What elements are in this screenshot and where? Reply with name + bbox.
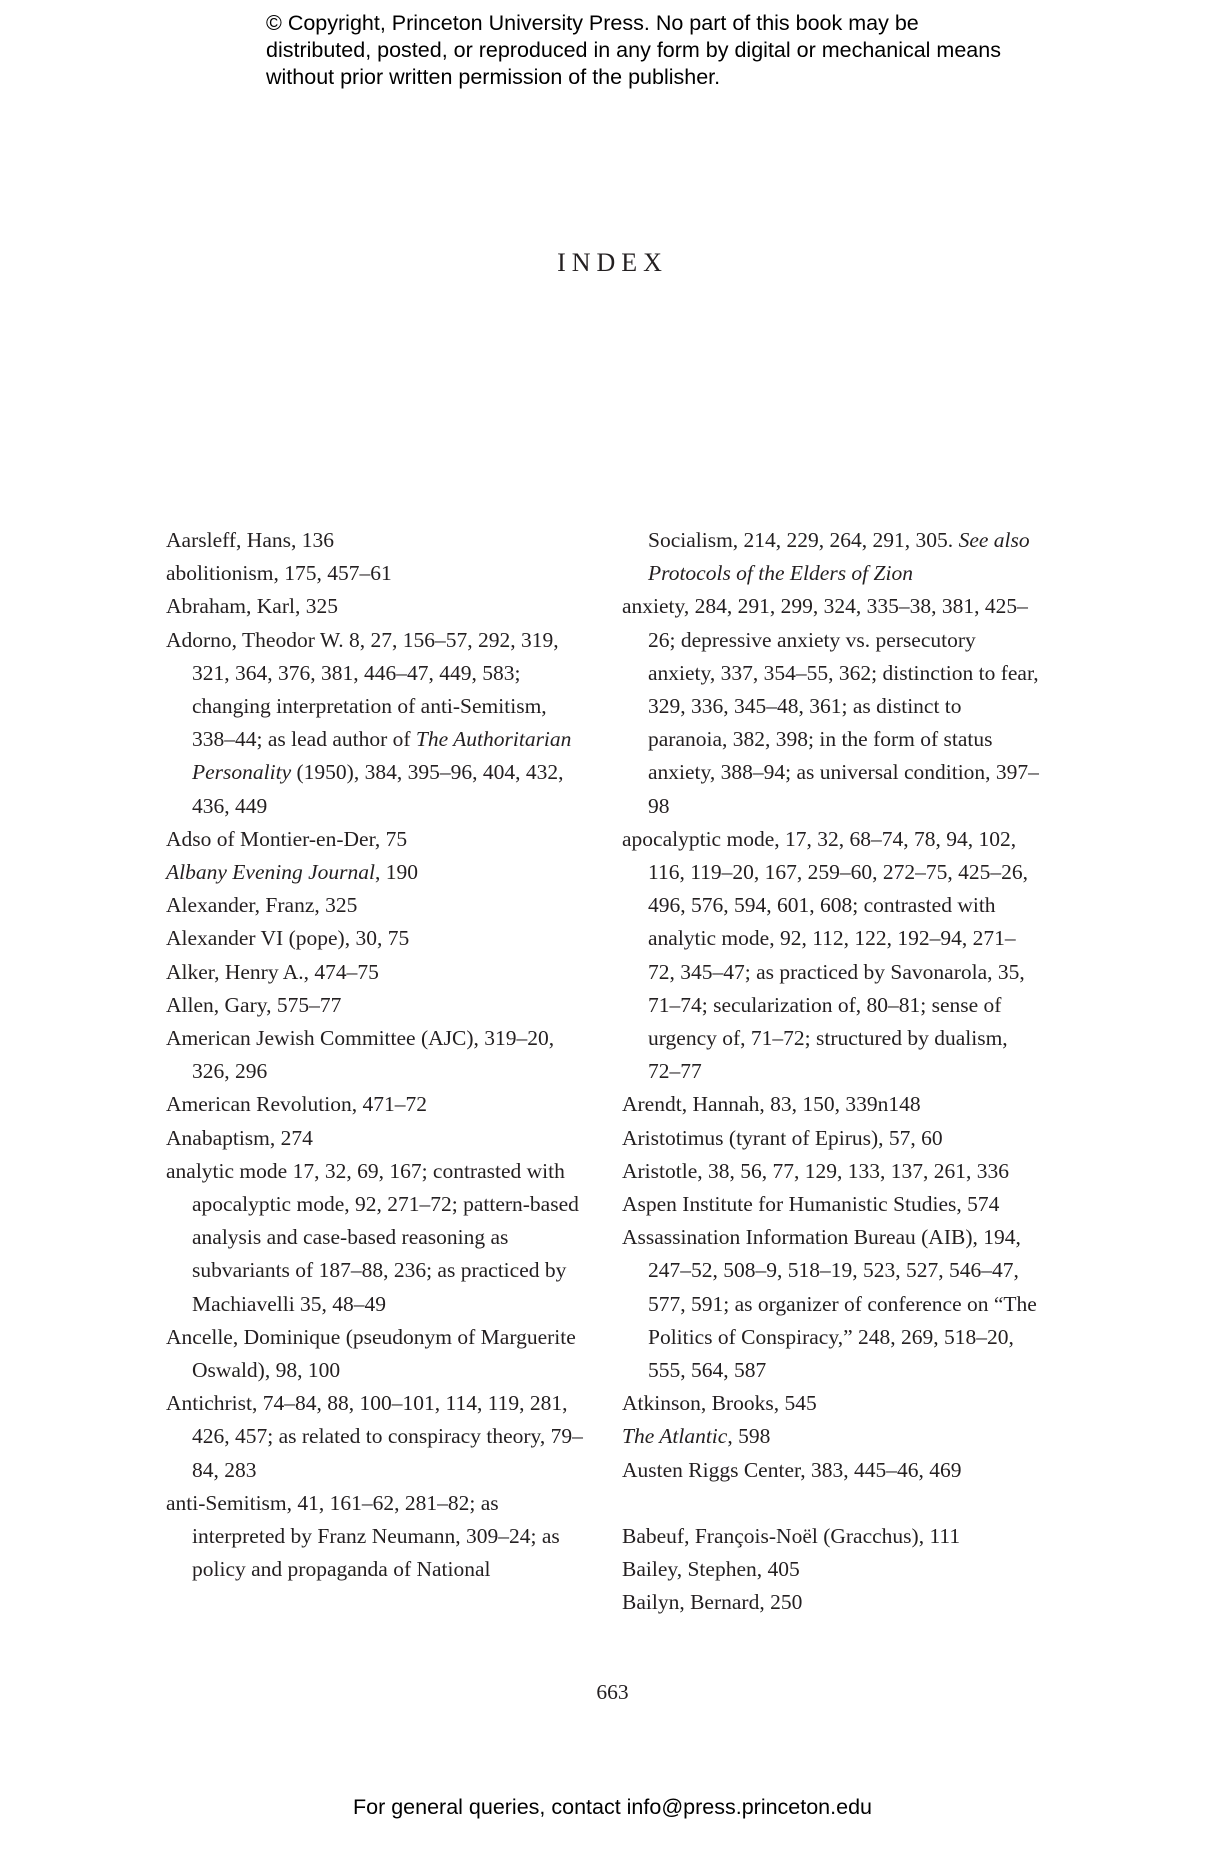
index-entry: apocalyptic mode, 17, 32, 68–74, 78, 94, 102, 116, 119–20, 167, 259–60, 272–75, 425–26, 496, 576, 594, 601, 608; contrasted with analytic mode, 92, 112, 122, 192–94, 271–72, 345–47; as practiced by Savonarola, 35, 71–74; secularization of, 80–81; sense of urgency of, 71–72; structured by dualism, 72–77 (622, 826, 1029, 1084)
index-entry: anxiety, 284, 291, 299, 324, 335–38, 381, 425–26; depressive anxiety vs. persecutory anxiety, 337, 354–55, 362; distinction to fear, 329, 336, 345–48, 361; as distinct to paranoia, 382, 398; in the form of status anxiety, 388–94; as universal condition, 397–98 (622, 594, 1039, 818)
index-entry: Austen Riggs Center, 383, 445–46, 469 (622, 1457, 962, 1482)
index-entry: Alexander, Franz, 325 (166, 893, 358, 918)
index-entry: American Jewish Committee (AJC), 319–20, 326, 296 (166, 1026, 555, 1084)
index-column-right (622, 524, 1042, 1620)
index-entry: Allen, Gary, 575–77 (166, 992, 342, 1017)
index-entry: Alker, Henry A., 474–75 (166, 959, 379, 984)
index-entry-text: Adorno, Theodor W. 8, 27, 156–57, 292, 319, 321, 364, 376, 381, 446–47, 449, 583; changing interpretation of anti-Semitism, 338–44; as lead author of (166, 627, 559, 752)
index-entry: anti-Semitism, 41, 161–62, 281–82; as interpreted by Franz Neumann, 309–24; as policy and propaganda of National (166, 1490, 560, 1582)
index-entry: Antichrist, 74–84, 88, 100–101, 114, 119, 281, 426, 457; as related to conspiracy theory, 79–84, 283 (166, 1391, 583, 1482)
index-entry: Assassination Information Bureau (AIB), 194, 247–52, 508–9, 518–19, 523, 527, 546–47, 577, 591; as organizer of conference on “The Politics of Conspiracy,” 248, 269, 518–20, 555, 564, 587 (622, 1225, 1037, 1383)
page-number: 663 (596, 1680, 629, 1704)
index-entry: Abraham, Karl, 325 (166, 594, 338, 619)
index-entry-italic: The Authoritarian Personality (192, 727, 572, 785)
index-entry: Adso of Montier-en-Der, 75 (166, 826, 408, 851)
index-entry: Anabaptism, 274 (166, 1125, 313, 1150)
index-entry: abolitionism, 175, 457–61 (166, 561, 392, 586)
index-entry: Atkinson, Brooks, 545 (622, 1391, 817, 1416)
index-column-left (166, 524, 586, 1587)
copyright-notice: © Copyright, Princeton University Press. No part of this book may be distributed, posted, or reproduced in any form by digital or mechanical means without prior written permission of the publisher. (266, 11, 1001, 89)
index-entry (166, 856, 586, 889)
index-entry: Babeuf, François-Noël (Gracchus), 111 (622, 1524, 961, 1549)
index-entry-text: , 190 (374, 860, 418, 885)
index-entry: Aarsleff, Hans, 136 (166, 528, 334, 552)
section-gap (622, 1487, 1042, 1520)
index-entry-italic: See also Protocols of the Elders of Zion (648, 528, 1030, 586)
index-entry-italic: The Atlantic (622, 1424, 728, 1449)
index-entry-text: (1950), 384, 395–96, 404, 432, 436, 449 (192, 760, 564, 818)
index-entry: Bailey, Stephen, 405 (622, 1557, 800, 1582)
index-entry: Bailyn, Bernard, 250 (622, 1590, 803, 1615)
index-entry-continuation (622, 524, 1042, 590)
index-entry-text: , 598 (727, 1424, 771, 1449)
index-entry-italic: Albany Evening Journal (166, 860, 375, 885)
index-entry: Aspen Institute for Humanistic Studies, 574 (622, 1192, 1000, 1217)
page-title: INDEX (557, 248, 668, 277)
index-entry: American Revolution, 471–72 (166, 1092, 427, 1117)
index-entry: Alexander VI (pope), 30, 75 (166, 926, 410, 951)
index-entry: Aristotimus (tyrant of Epirus), 57, 60 (622, 1125, 943, 1150)
index-entry: Aristotle, 38, 56, 77, 129, 133, 137, 261, 336 (622, 1158, 1009, 1183)
index-entry: Ancelle, Dominique (pseudonym of Marguerite Oswald), 98, 100 (166, 1324, 576, 1383)
index-entry: analytic mode 17, 32, 69, 167; contrasted with apocalyptic mode, 92, 271–72; pattern-based analysis and case-based reasoning as subvariants of 187–88, 236; as practiced by Machiavelli 35, 48–49 (166, 1158, 579, 1316)
index-entry (622, 1420, 1042, 1453)
index-entry: Arendt, Hannah, 83, 150, 339n148 (622, 1092, 921, 1117)
footer-contact: For general queries, contact info@press.princeton.edu (352, 1795, 872, 1819)
index-entry-text: Socialism, 214, 229, 264, 291, 305. (648, 528, 954, 552)
index-entry (166, 624, 586, 823)
